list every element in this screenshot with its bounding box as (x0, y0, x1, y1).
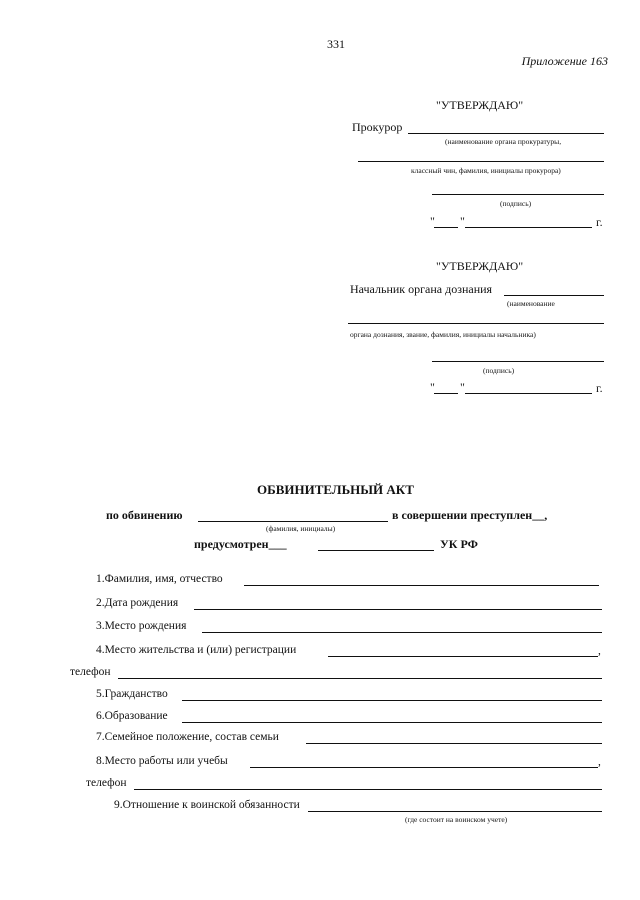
inquiry-date-open-quote: " (430, 380, 435, 394)
field-birth-place-label: 3.Место рождения (96, 620, 187, 632)
provided-label: предусмотрен___ (194, 537, 287, 551)
inquiry-date-month-line[interactable] (465, 393, 592, 394)
charge-prefix: по обвинению (106, 508, 183, 522)
field-military-line[interactable] (308, 811, 602, 812)
field-military-caption: (где состоит на воинском учете) (405, 815, 508, 824)
prosecutor-date-year: г. (596, 215, 603, 229)
prosecutor-date-close-quote: " (460, 214, 465, 228)
field-phone-2-line[interactable] (134, 789, 602, 790)
inquiry-head-caption-2: органа дознания, звание, фамилия, инициалы начальника) (350, 330, 536, 339)
approve-heading-prosecutor: "УТВЕРЖДАЮ" (436, 98, 524, 112)
accused-name-caption: (фамилия, инициалы) (266, 524, 336, 533)
field-full-name-line[interactable] (244, 585, 599, 586)
field-phone-1-label: телефон (70, 666, 111, 678)
prosecutor-line-2[interactable] (358, 161, 604, 162)
field-residence-label: 4.Место жительства и (или) регистрации (96, 644, 297, 656)
field-citizenship-label: 5.Гражданство (96, 688, 168, 700)
inquiry-head-label: Начальник органа дознания (350, 282, 493, 296)
field-birth-date-line[interactable] (194, 609, 602, 610)
prosecutor-date-open-quote: " (430, 214, 435, 228)
field-residence-line[interactable] (328, 656, 598, 657)
field-work-line[interactable] (250, 767, 598, 768)
prosecutor-date-month-line[interactable] (465, 227, 592, 228)
inquiry-signature-line[interactable] (432, 361, 604, 362)
article-line[interactable] (318, 550, 434, 551)
inquiry-head-line[interactable] (504, 295, 604, 296)
field-family-line[interactable] (306, 743, 602, 744)
field-education-label: 6.Образование (96, 710, 168, 722)
field-full-name-label: 1.Фамилия, имя, отчество (96, 573, 223, 585)
field-citizenship-line[interactable] (182, 700, 602, 701)
accused-name-line[interactable] (198, 521, 388, 522)
document-title: ОБВИНИТЕЛЬНЫЙ АКТ (257, 482, 414, 497)
inquiry-head-line-2[interactable] (348, 323, 604, 324)
field-family-label: 7.Семейное положение, состав семьи (96, 731, 279, 743)
field-residence-comma: , (598, 645, 601, 657)
field-birth-date-label: 2.Дата рождения (96, 597, 179, 609)
prosecutor-signature-caption: (подпись) (500, 199, 532, 208)
inquiry-signature-caption: (подпись) (483, 366, 515, 375)
inquiry-date-year: г. (596, 381, 603, 395)
prosecutor-signature-line[interactable] (432, 194, 604, 195)
prosecutor-date-day-line[interactable] (434, 227, 458, 228)
page-number: 331 (327, 37, 345, 51)
prosecutor-caption-1: (наименование органа прокуратуры, (445, 137, 562, 146)
field-birth-place-line[interactable] (202, 632, 602, 633)
prosecutor-line[interactable] (408, 133, 604, 134)
appendix-label: Приложение 163 (521, 54, 608, 68)
inquiry-date-close-quote: " (460, 380, 465, 394)
prosecutor-caption-2: классный чин, фамилия, инициалы прокурора) (411, 166, 561, 175)
field-work-label: 8.Место работы или учебы (96, 755, 228, 767)
field-education-line[interactable] (182, 722, 602, 723)
field-work-comma: , (598, 756, 601, 768)
field-phone-1-line[interactable] (118, 678, 602, 679)
charge-suffix: в совершении преступлен__, (392, 508, 548, 522)
inquiry-head-caption-1: (наименование (507, 299, 555, 308)
field-phone-2-label: телефон (86, 777, 127, 789)
field-military-label: 9.Отношение к воинской обязанности (114, 799, 300, 811)
inquiry-date-day-line[interactable] (434, 393, 458, 394)
criminal-code-label: УК РФ (440, 537, 478, 551)
prosecutor-label: Прокурор (352, 120, 403, 134)
approve-heading-inquiry: "УТВЕРЖДАЮ" (436, 259, 524, 273)
